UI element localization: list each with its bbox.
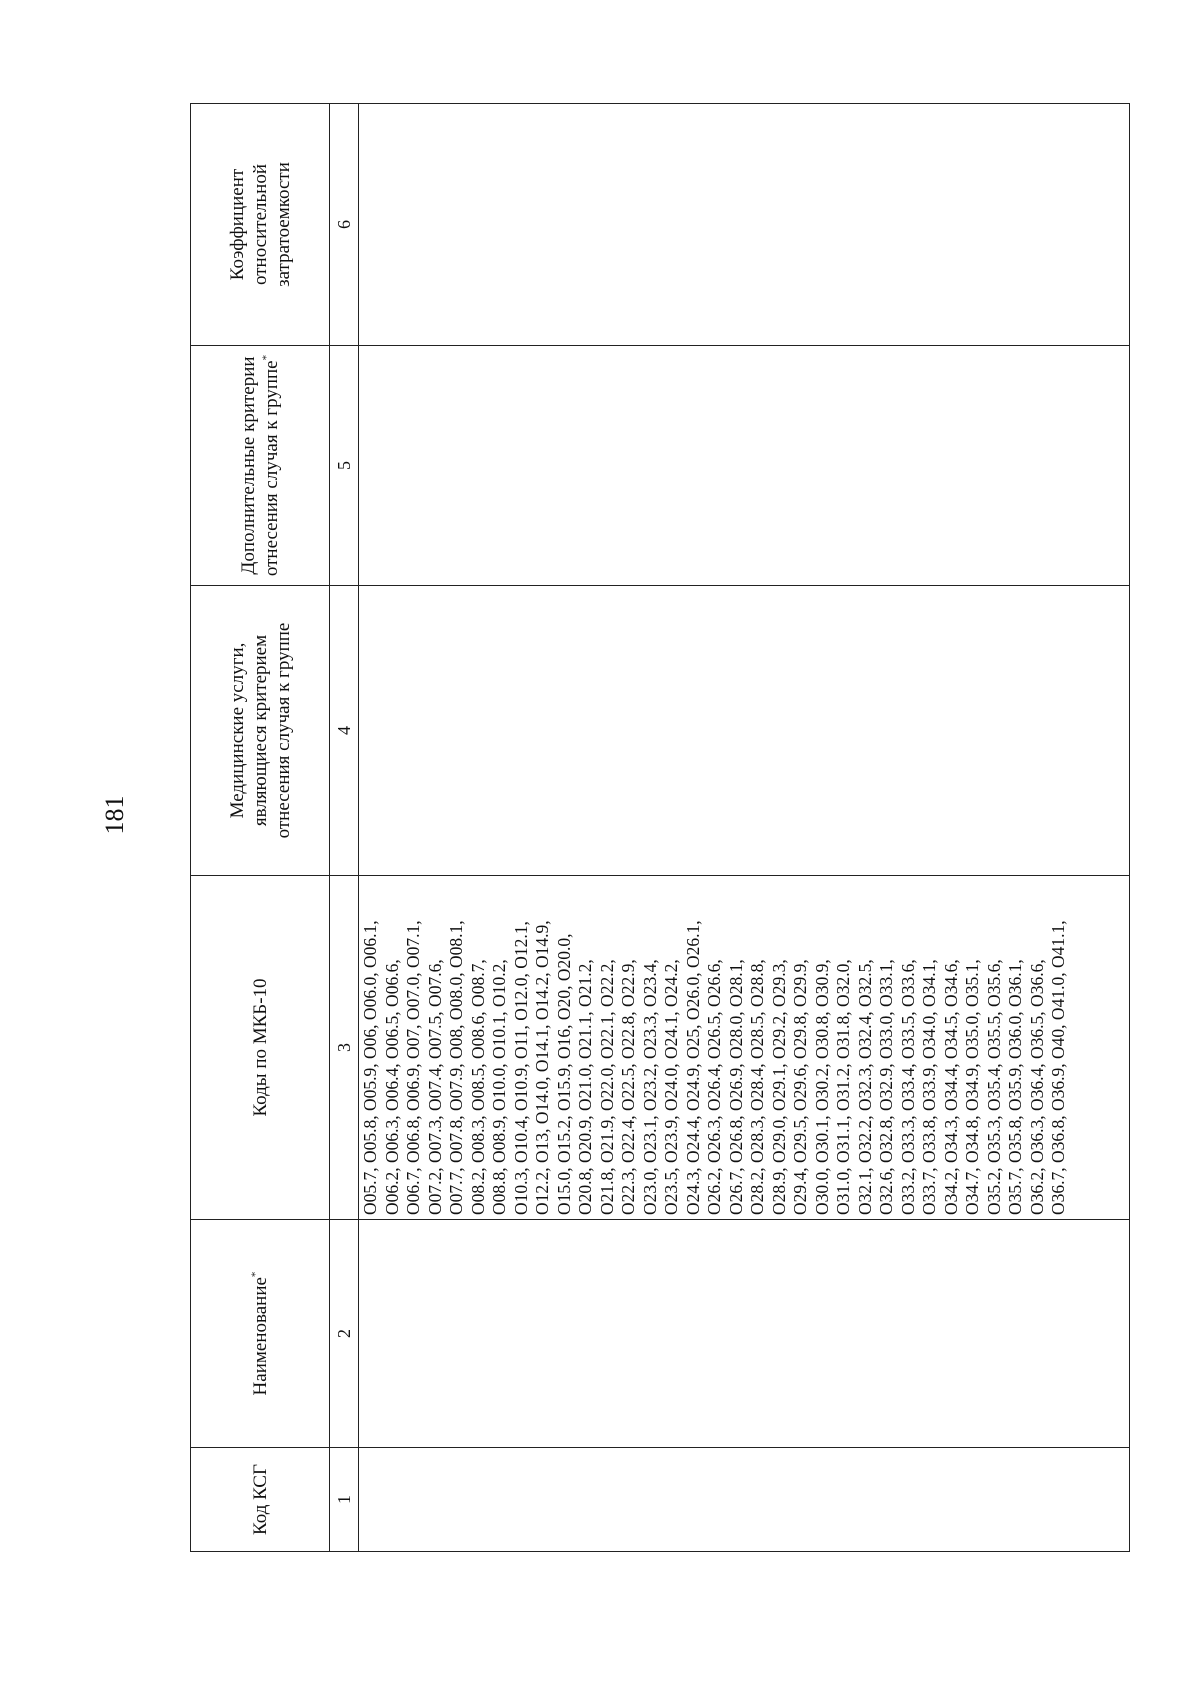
icd-code-line: O26.7, O26.8, O26.9, O28.0, O28.1, <box>725 959 746 1215</box>
column-number: 2 <box>330 1220 359 1448</box>
icd-codes-list <box>360 880 1070 1215</box>
header-cost-coefficient: Коэффициент относительной затратоемкости <box>191 104 330 346</box>
icd-code-line: O29.4, O29.5, O29.6, O29.8, O29.9, <box>790 959 810 1215</box>
icd-code-line: O28.2, O28.3, O28.4, O28.5, O28.8, <box>747 959 767 1215</box>
header-icd-codes: Коды по МКБ-10 <box>191 876 330 1220</box>
header-ksg-code: Код КСГ <box>191 1448 330 1552</box>
icd-code-line: O06.7, O06.8, O06.9, O07, O07.0, O07.1, <box>403 920 423 1215</box>
header-name: Наименование* <box>191 1220 330 1448</box>
icd-code-line: O07.2, O07.3, O07.4, O07.5, O07.6, <box>424 959 445 1215</box>
footnote-star: * <box>260 354 273 361</box>
icd-code-line: O30.0, O30.1, O30.2, O30.8, O30.9, <box>811 959 832 1215</box>
icd-code-line: O05.7, O05.8, O05.9, O06, O06.0, O06.1, <box>360 920 380 1215</box>
header-medical-services: Медицинские услуги, являющиеся критерием отнесения случая к группе <box>191 586 330 876</box>
icd-code-line: O08.8, O08.9, O10.0, O10.1, O10.2, <box>489 959 509 1215</box>
icd-code-line: O24.3, O24.4, O24.9, O25, O26.0, O26.1, <box>682 920 703 1215</box>
icd-code-line: O15.0, O15.2, O15.9, O16, O20, O20.0, <box>553 933 574 1215</box>
icd-code-line: O22.3, O22.4, O22.5, O22.8, O22.9, <box>618 959 638 1215</box>
icd-code-line: O33.2, O33.3, O33.4, O33.5, O33.6, <box>897 959 918 1215</box>
icd-code-line: O34.7, O34.8, O34.9, O35.0, O35.1, <box>962 959 982 1215</box>
icd-code-line: O35.7, O35.8, O35.9, O36.0, O36.1, <box>1005 959 1025 1215</box>
cost-coefficient-cell <box>359 104 1130 346</box>
icd-code-line: O26.2, O26.3, O26.4, O26.5, O26.6, <box>704 959 724 1215</box>
name-cell <box>359 1220 1130 1448</box>
icd-code-line: O12.2, O13, O14.0, O14.1, O14.2, O14.9, <box>532 920 552 1215</box>
ksg-table <box>190 103 1130 1552</box>
medical-services-cell <box>359 586 1130 876</box>
ksg-code-cell <box>359 1448 1130 1552</box>
column-number: 1 <box>330 1448 359 1552</box>
icd-code-line: O32.6, O32.8, O32.9, O33.0, O33.1, <box>876 959 896 1215</box>
icd-code-line: O06.2, O06.3, O06.4, O06.5, O06.6, <box>381 959 402 1215</box>
column-number: 5 <box>330 346 359 586</box>
additional-criteria-cell <box>359 346 1130 586</box>
icd-code-line: O20.8, O20.9, O21.0, O21.1, O21.2, <box>575 959 595 1215</box>
icd-code-line: O34.2, O34.3, O34.4, O34.5, O34.6, <box>940 959 961 1215</box>
column-number: 4 <box>330 586 359 876</box>
column-number: 6 <box>330 104 359 346</box>
icd-code-line: O23.5, O23.9, O24.0, O24.1, O24.2, <box>661 959 681 1215</box>
icd-code-line: O21.8, O21.9, O22.0, O22.1, O22.2, <box>596 959 617 1215</box>
icd-code-line: O35.2, O35.3, O35.4, O35.5, O35.6, <box>983 959 1004 1215</box>
icd-code-line: O36.2, O36.3, O36.4, O36.5, O36.6, <box>1026 959 1047 1215</box>
icd-code-line: O31.0, O31.1, O31.2, O31.8, O32.0, <box>833 959 853 1215</box>
ksg-table-wrapper <box>190 104 1130 1552</box>
icd-code-line: O28.9, O29.0, O29.1, O29.2, O29.3, <box>768 959 789 1215</box>
icd-codes-cell <box>359 876 1130 1220</box>
footnote-star: * <box>249 1271 262 1278</box>
icd-code-line: O33.7, O33.8, O33.9, O34.0, O34.1, <box>919 959 939 1215</box>
table-row <box>359 104 1130 1552</box>
header-additional-criteria: Дополнительные критерии отнесения случая к группе* <box>191 346 330 586</box>
page-number: 181 <box>100 795 129 835</box>
icd-code-line: O32.1, O32.2, O32.3, O32.4, O32.5, <box>854 959 875 1215</box>
icd-code-line: O36.7, O36.8, O36.9, O40, O41.0, O41.1, <box>1048 920 1068 1215</box>
icd-code-line: O08.2, O08.3, O08.5, O08.6, O08.7, <box>467 959 488 1215</box>
column-number: 3 <box>330 876 359 1220</box>
icd-code-line: O07.7, O07.8, O07.9, O08, O08.0, O08.1, <box>446 920 466 1215</box>
column-number-row <box>330 104 359 1552</box>
icd-code-line: O10.3, O10.4, O10.9, O11, O12.0, O12.1, <box>510 921 531 1215</box>
icd-code-line: O23.0, O23.1, O23.2, O23.3, O23.4, <box>639 959 660 1215</box>
header-row <box>191 104 330 1552</box>
